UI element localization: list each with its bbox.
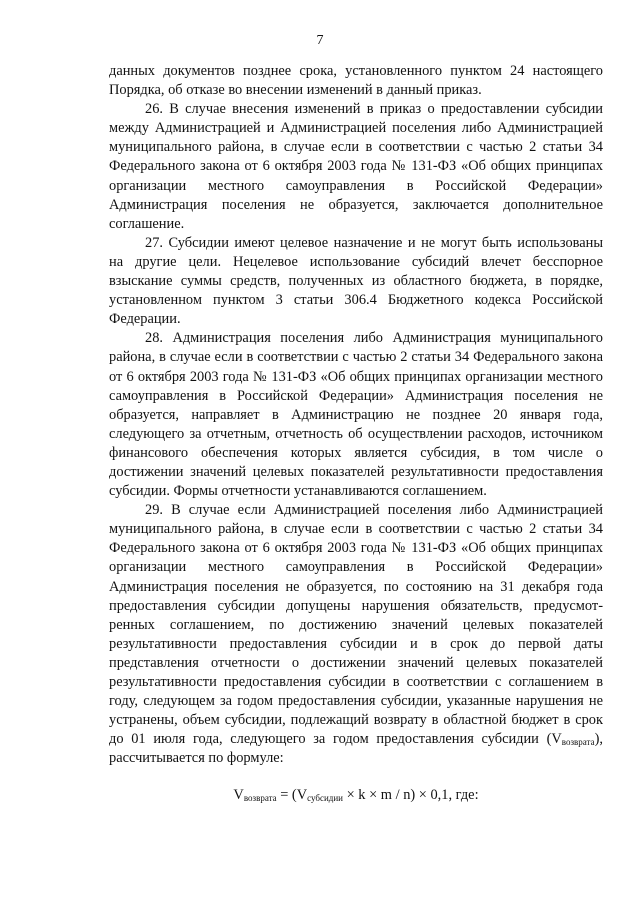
formula: $V_{возврата} = (V_{субсидии} \times k \times m / n) \times 0,1$, где:: [233, 787, 479, 804]
paragraph-27: 27. Субсидии имеют целевое назначение и не могут быть использованы на другие цели. Нецелевое использование субсидий влечет бесспорное взыскание суммы средств, полученных из областного бюджета, в порядке, установленном пунктом 3 статьи 306.4 Бюджетного кодекса Российской Федерации.: [109, 234, 603, 328]
paragraph-29-tail: ), рассчитывается по формуле:: [109, 731, 603, 767]
paragraph-29-text: 29. В случае если Администрацией поселения либо Администрацией муниципального района, в случае если в соответствии с частью 2 статьи 34 Федерального закона от 6 октября 2003 года № 131-ФЗ «Об общих принципах организации местного самоуправления в Российской Федерации» Администрация поселения не образуется, по состоянию на 31 декабря года предоставления субсидии допущены нарушения обязательств, предусмот-ренных соглашением, по достижению значений целевых показателей результативности предоставления субсидии и в срок до первой даты представления отчетности о достижении значений целевых показателей результативности предоставления субсидии в соответствии с соглашением в году, следующем за годом предоставления субсидии, указанные нарушения не устранены, объем субсидии, подлежащий возврату в областной бюджет в срок до 01 июля года, следующего за годом предоставления субсидии: [109, 502, 603, 748]
page-number: 7: [316, 33, 324, 48]
paragraph-continuation: данных документов позднее срока, установленного пунктом 24 настоящего Порядка, об отказе во внесении изменений в данный приказ.: [109, 63, 603, 99]
paragraph-28: 28. Администрация поселения либо Администрация муниципального района, в случае если в соответствии с частью 2 статьи 34 Федерального закона от 6 октября 2003 года № 131-ФЗ «Об общих принципах организации местного самоуправления в Российской Федерации» Администрация поселения не образуется, направляет в Администрацию не позднее 20 января года, следующего за отчетным, отчетность об осуществлении расходов, источником финансового обеспечения которых является субсидия, в том числе о достижении значений целевых показателей результативности предоставления субсидии. Формы отчетности устанавливаются соглашением.: [109, 330, 603, 500]
paragraph-29: [109, 501, 603, 768]
document-body: [109, 62, 603, 806]
paragraph-29-var: ($V_{возврата}$: [546, 731, 595, 748]
paragraph-26: 26. В случае внесения изменений в приказ о предоставлении субсидии между Администрацией и Администрацией поселения либо Администрацией муниципального района, в случае если в соответствии с частью 2 статьи 34 Федерального закона от 6 октября 2003 года № 131-ФЗ «Об общих принципах организации местного самоуправления в Российской Федерации» Администрация поселения не образуется, заключается дополнительное соглашение.: [109, 101, 603, 232]
